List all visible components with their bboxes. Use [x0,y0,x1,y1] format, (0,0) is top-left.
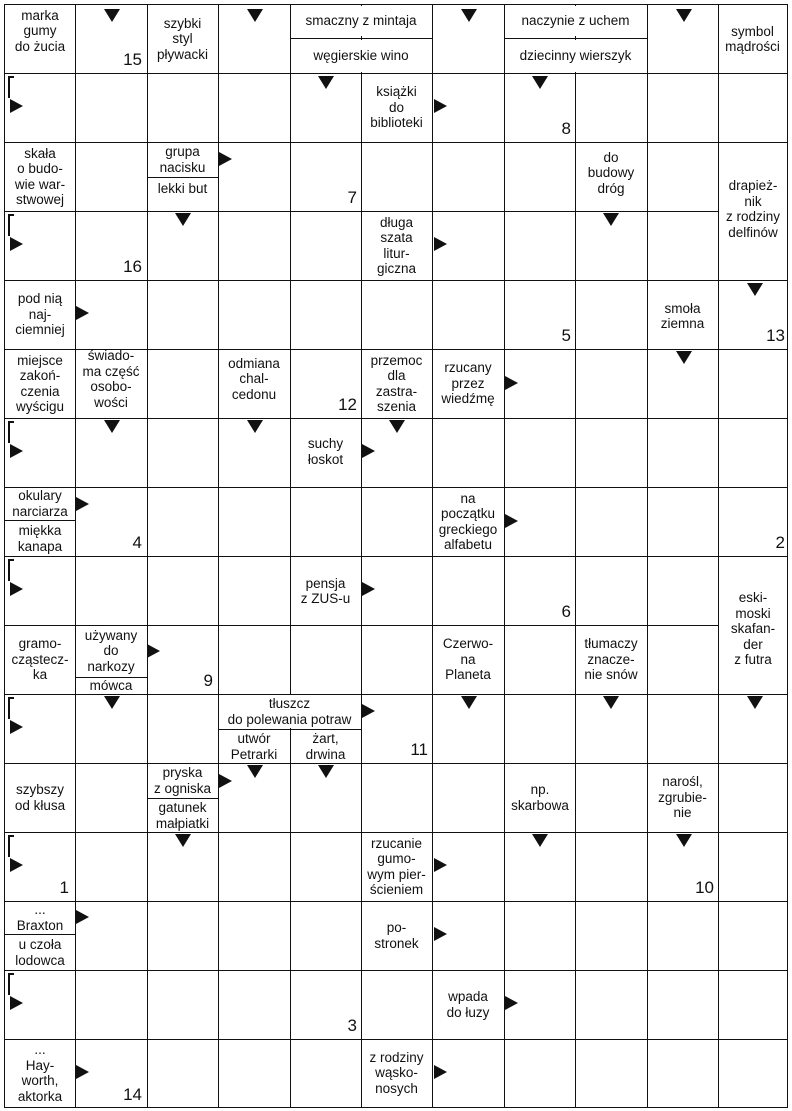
clue-cell: pryska z ogniska [148,764,217,797]
clue-cell: pensja z ZUS-u [291,566,360,616]
cell-number: 12 [338,395,357,414]
right-arrow-icon [505,376,518,390]
clue-cell: miejsce zakoń- czenia wyścigu [5,350,75,417]
clue-cell: narośl, zgrubie- nie [648,764,717,831]
clue-cell: eski- moski skafan- der z futra [719,584,787,674]
bracket-mark [8,76,14,98]
clue-cell: książki do biblioteki [362,74,431,141]
right-arrow-icon [76,306,89,320]
down-arrow-icon [747,696,763,709]
right-arrow-icon [362,582,375,596]
clue-cell: drapież- nik z rodziny delfinów [719,169,787,249]
right-arrow-icon [434,237,447,251]
down-arrow-icon [603,696,619,709]
down-arrow-icon [104,420,120,433]
clue-cell: smaczny z mintaja [291,6,431,36]
clue-cell: skała o budo- wie war- stwowej [5,143,75,210]
right-arrow-icon [434,99,447,113]
down-arrow-icon [389,420,405,433]
right-arrow-icon [10,996,23,1010]
down-arrow-icon [318,76,334,89]
bracket-mark [8,973,14,995]
right-arrow-icon [10,858,23,872]
down-arrow-icon [247,765,263,778]
cell-number: 15 [123,50,142,69]
clue-cell: utwór Petrarki [219,731,289,762]
clue-divider [147,177,219,178]
right-arrow-icon [147,644,160,658]
bracket-mark [8,835,14,857]
down-arrow-icon [175,213,191,226]
clue-cell: na początku greckiego alfabetu [433,488,503,555]
right-arrow-icon [10,582,23,596]
clue-cell: rzucany przez wiedźmę [433,350,503,417]
clue-cell: długa szata litur- giczna [362,212,431,279]
down-arrow-icon [603,213,619,226]
down-arrow-icon [104,696,120,709]
clue-cell: żart, drwina [291,731,360,762]
clue-cell: tłumaczy znacze- nie snów [576,626,646,693]
clue-cell: grupa nacisku [148,143,217,176]
clue-cell: u czoła lodowca [5,936,75,969]
down-arrow-icon [676,351,692,364]
cell-number: 8 [561,119,571,138]
down-arrow-icon [461,9,477,22]
right-arrow-icon [219,152,232,166]
clue-cell: suchy łoskot [291,424,360,479]
right-arrow-icon [10,99,23,113]
cell-number: 9 [203,671,213,690]
crossword-grid [4,4,788,1108]
clue-cell: np. skarbowa [505,764,575,831]
right-arrow-icon [10,237,23,251]
clue-cell: dziecinny wierszyk [505,40,646,72]
right-arrow-icon [219,774,232,788]
clue-divider [504,38,647,39]
clue-cell: węgierskie wino [291,40,431,72]
right-arrow-icon [434,927,447,941]
clue-cell: tłuszcz do polewania potraw [219,695,360,728]
right-arrow-icon [76,910,89,924]
down-arrow-icon [247,420,263,433]
cell-number: 16 [123,257,142,276]
grid-line [4,142,788,143]
bracket-mark [8,214,14,236]
clue-cell: wpada do łuzy [433,971,503,1038]
down-arrow-icon [532,834,548,847]
bracket-mark [8,421,14,443]
clue-cell: smoła ziemna [648,296,717,336]
cell-number: 3 [347,1016,357,1035]
down-arrow-icon [461,696,477,709]
right-arrow-icon [434,1065,447,1079]
grid-line [4,970,788,971]
clue-cell: pod nią naj- ciemniej [5,281,75,348]
clue-cell: miękka kanapa [5,522,75,555]
grid-line [4,487,788,488]
clue-cell: szybki styl pływacki [148,6,217,72]
clue-cell: ... Hay- worth, aktorka [5,1040,75,1106]
right-arrow-icon [10,444,23,458]
clue-cell: świado- ma część osobo- wości [76,350,146,408]
clue-cell: odmiana chal- cedonu [219,350,289,408]
bracket-mark [8,559,14,581]
right-arrow-icon [434,858,447,872]
down-arrow-icon [104,9,120,22]
right-arrow-icon [76,1065,89,1079]
clue-cell: naczynie z uchem [505,6,646,36]
clue-cell: gramo- cząstecz- ka [5,626,75,693]
clue-cell: do budowy dróg [576,143,646,203]
clue-cell: po- stronek [362,902,431,969]
clue-divider [147,798,219,799]
clue-cell: lekki but [148,179,217,199]
clue-cell: Czerwo- na Planeta [433,626,503,693]
cell-number: 10 [695,878,714,897]
clue-cell: rzucanie gumo- wym pier- ścieniem [362,833,431,900]
clue-cell: mówca [76,679,146,693]
right-arrow-icon [505,514,518,528]
clue-divider [218,729,362,730]
right-arrow-icon [10,720,23,734]
down-arrow-icon [676,9,692,22]
clue-cell: ... Braxton [5,902,75,933]
down-arrow-icon [676,834,692,847]
cell-number: 4 [132,533,142,552]
grid-line [4,694,788,695]
clue-cell: szybszy od kłusa [5,764,75,831]
grid-line [4,280,788,281]
down-arrow-icon [175,834,191,847]
right-arrow-icon [505,996,518,1010]
down-arrow-icon [747,283,763,296]
right-arrow-icon [362,444,375,458]
cell-number: 1 [59,878,69,897]
bracket-mark [8,697,14,719]
clue-cell: marka gumy do żucia [6,6,74,56]
cell-number: 13 [766,326,785,345]
clue-divider [4,934,76,935]
cell-number: 11 [410,740,428,759]
clue-divider [290,38,432,39]
down-arrow-icon [532,76,548,89]
clue-cell: z rodziny wąsko- nosych [362,1040,431,1106]
clue-cell: przemoc dla zastra- szenia [362,350,431,417]
down-arrow-icon [318,765,334,778]
down-arrow-icon [247,9,263,22]
cell-number: 14 [123,1085,142,1104]
grid-line [4,418,788,419]
clue-cell: okulary narciarza [5,488,75,519]
clue-divider [4,520,76,521]
clue-cell: symbol mądrości [719,6,786,72]
cell-number: 5 [561,326,571,345]
right-arrow-icon [76,497,89,511]
clue-cell: gatunek małpiatki [148,800,217,831]
cell-number: 2 [775,533,785,552]
cell-number: 7 [347,188,357,207]
grid-line [4,556,788,557]
right-arrow-icon [362,704,375,718]
clue-cell: używany do narkozy [76,626,146,676]
cell-number: 6 [561,602,571,621]
